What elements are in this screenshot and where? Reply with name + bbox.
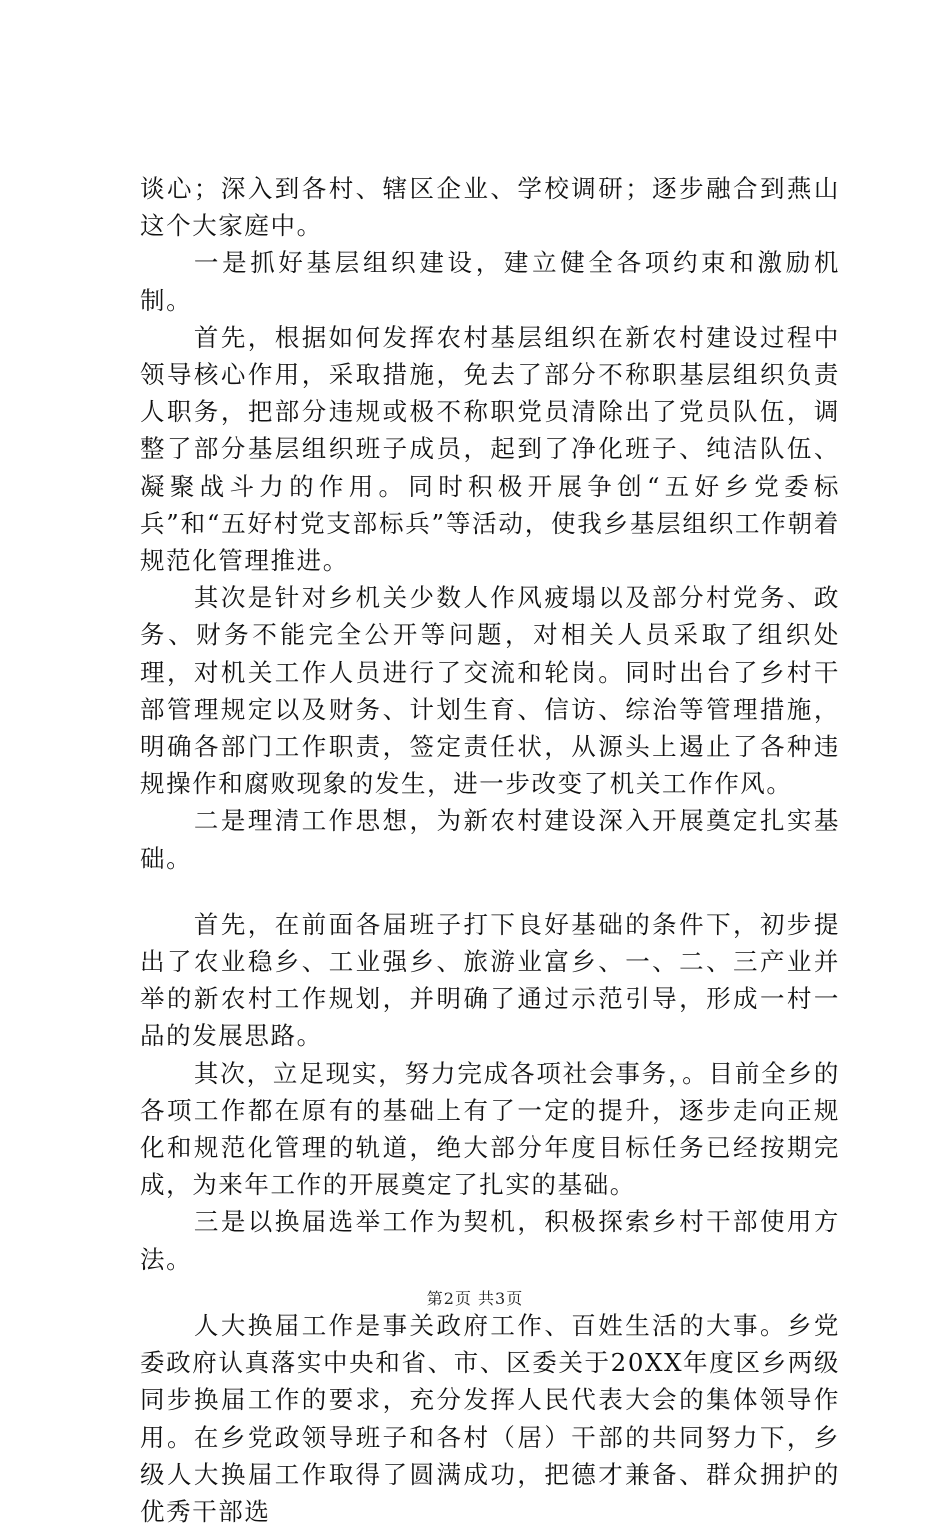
page-number-footer: 第2页 共3页	[426, 1289, 524, 1308]
paragraph: 首先，在前面各届班子打下良好基础的条件下，初步提出了农业稳乡、工业强乡、旅游业富乡、一、二、三产业并举的新农村工作规划，并明确了通过示范引导，形成一村一品的发展思路。	[140, 909, 840, 1051]
paragraph: 其次是针对乡机关少数人作风疲塌以及部分村党务、政务、财务不能完全公开等问题，对相关人员采取了组织处理，对机关工作人员进行了交流和轮岗。同时出台了乡村干部管理规定以及财务、计划生育、信访、综治等管理措施，明确各部门工作职责，签定责任状，从源头上遏止了各种违规操作和腐败现象的发生，进一步改变了机关工作作风。	[140, 583, 840, 799]
paragraph: 首先，根据如何发挥农村基层组织在新农村建设过程中领导核心作用，采取措施，免去了部分不称职基层组织负责人职务，把部分违规或极不称职党员清除出了党员队伍，调整了部分基层组织班子成员，起到了净化班子、纯洁队伍、凝聚战斗力的作用。同时积极开展争创“五好乡党委标兵”和“五好村党支部标兵”等活动，使我乡基层组织工作朝着规范化管理推进。	[140, 322, 840, 576]
paragraph: 人大换届工作是事关政府工作、百姓生活的大事。乡党委政府认真落实中央和省、市、区委关于20XX年度区乡两级同步换届工作的要求，充分发挥人民代表大会的集体领导作用。在乡党政领导班子和各村（居）干部的共同努力下，乡级人大换届工作取得了圆满成功，把德才兼备、群众拥护的优秀干部选	[140, 1310, 840, 1526]
section-heading-2: 二是理清工作思想，为新农村建设深入开展奠定扎实基础。	[140, 806, 840, 873]
paragraph-continuation: 谈心；深入到各村、辖区企业、学校调研；逐步融合到燕山这个大家庭中。	[140, 174, 840, 241]
section-heading-1: 一是抓好基层组织建设，建立健全各项约束和激励机制。	[140, 248, 840, 315]
paragraph: 其次，立足现实，努力完成各项社会事务，。目前全乡的各项工作都在原有的基础上有了一定的提升，逐步走向正规化和规范化管理的轨道，绝大部分年度目标任务已经按期完成，为来年工作的开展奠定了扎实的基础。	[140, 1058, 840, 1200]
section-heading-3: 三是以换届选举工作为契机，积极探索乡村干部使用方法。	[140, 1207, 840, 1274]
document-body	[140, 170, 840, 1530]
